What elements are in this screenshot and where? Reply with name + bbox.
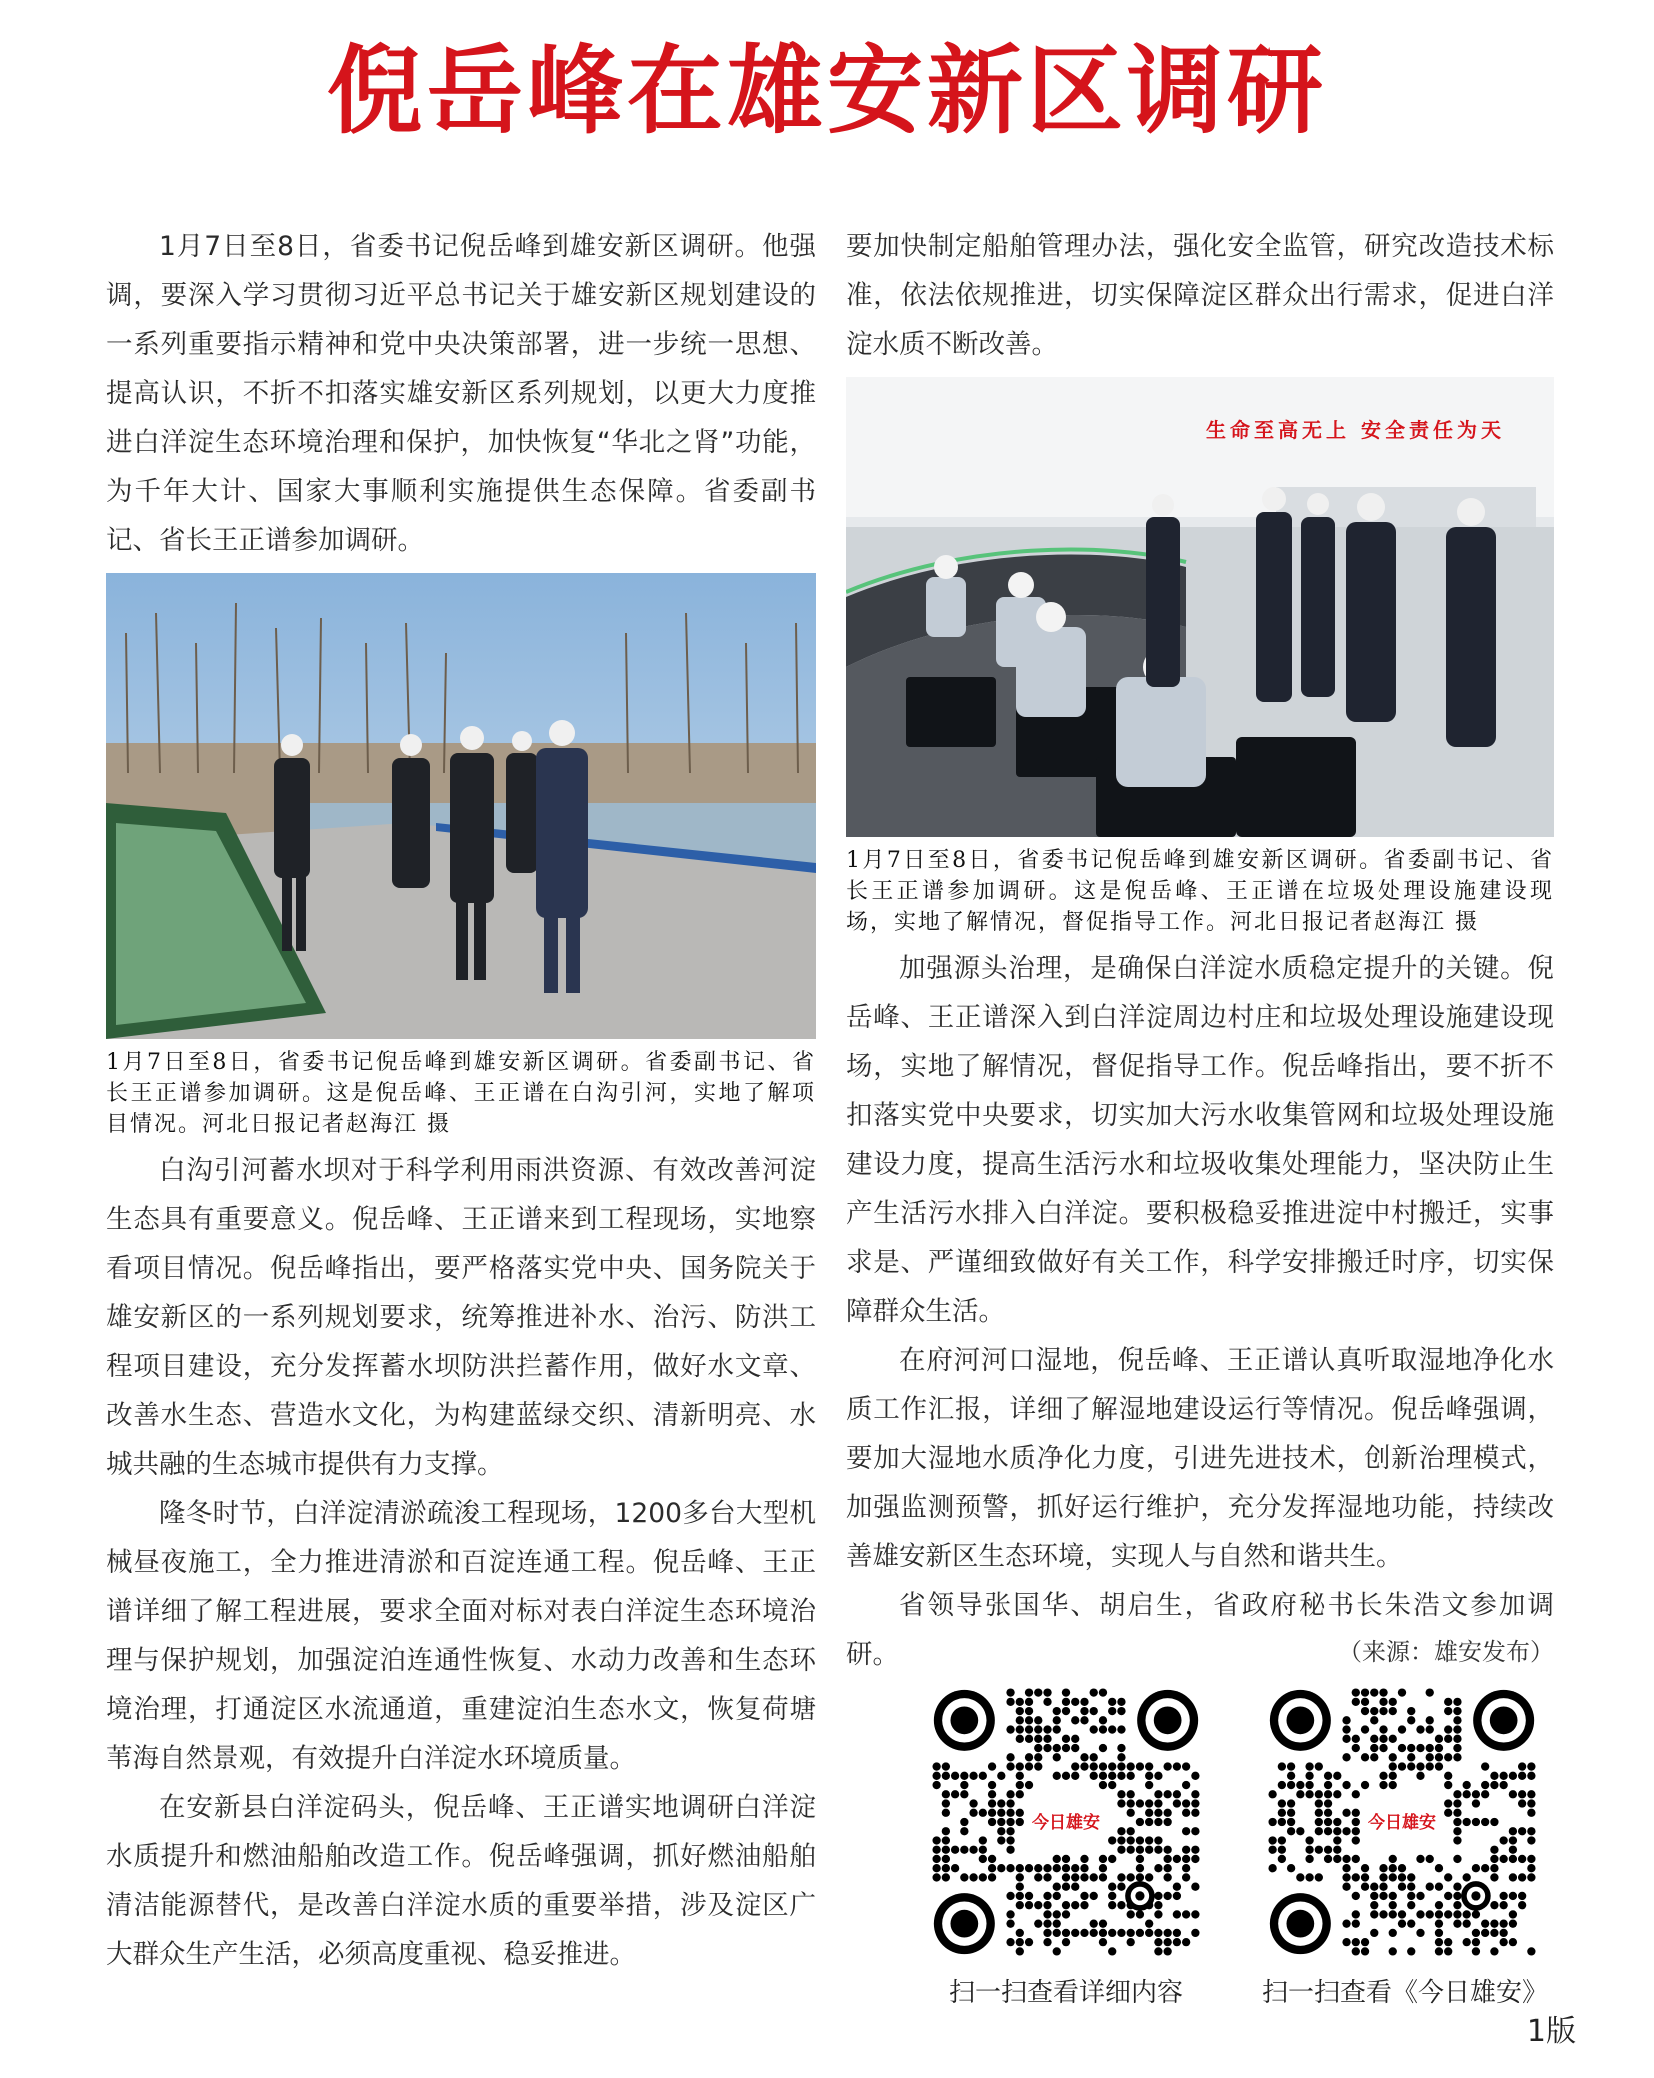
page-number: 1版 [1526, 2014, 1576, 2049]
paragraph-wharf-continued: 要加快制定船舶管理办法，强化安全监管，研究改造技术标准，依法依规推进，切实保障淀区群众出行需求，促进白洋淀水质不断改善。 [846, 231, 1554, 360]
photo-baigou-river-image [106, 573, 816, 1039]
photo-waste-caption: 1月7日至8日，省委书记倪岳峰到雄安新区调研。省委副书记、省长王正谱参加调研。这是倪岳峰、王正谱在垃圾处理设施建设现场，实地了解情况，督促指导工作。河北日报记者赵海江 摄 [846, 848, 1554, 935]
paragraph-wharf: 在安新县白洋淀码头，倪岳峰、王正谱实地调研白洋淀水质提升和燃油船舶改造工作。倪岳峰强调，抓好燃油船舶清洁能源替代，是改善白洋淀水质的重要举措，涉及淀区广大群众生产生活，必须高度重视、稳妥推进。 [106, 1792, 816, 1970]
left-column [106, 222, 816, 1979]
right-column [846, 222, 1554, 1679]
paragraph-source-control: 加强源头治理，是确保白洋淀水质稳定提升的关键。倪岳峰、王正谱深入到白洋淀周边村庄和垃圾处理设施建设现场，实地了解情况，督促指导工作。倪岳峰指出，要不折不扣落实党中央要求，切实加大污水收集管网和垃圾处理设施建设力度，提高生活污水和垃圾收集处理能力，坚决防止生产生活污水排入白洋淀。要积极稳妥推进淀中村搬迁，实事求是、严谨细致做好有关工作，科学安排搬迁时序，切实保障群众生活。 [846, 953, 1554, 1327]
paragraph-wetland: 在府河河口湿地，倪岳峰、王正谱认真听取湿地净化水质工作汇报，详细了解湿地建设运行等情况。倪岳峰强调，要加大湿地水质净化力度，引进先进技术，创新治理模式，加强监测预警，抓好运行维护，充分发挥湿地功能，持续改善雄安新区生态环境，实现人与自然和谐共生。 [846, 1345, 1554, 1572]
paragraph-dredging: 隆冬时节，白洋淀清淤疏浚工程现场，1200多台大型机械昼夜施工，全力推进清淤和百淀连通工程。倪岳峰、王正谱详细了解工程进展，要求全面对标对表白洋淀生态环境治理与保护规划，加强淀泊连通性恢复、水动力改善和生态环境治理，打通淀区水流通道，重建淀泊生态水文，恢复荷塘苇海自然景观，有效提升白洋淀水环境质量。 [106, 1498, 816, 1774]
paragraph-attendees: 省领导张国华、胡启生，省政府秘书长朱浩文参加调研。 [846, 1590, 1554, 1670]
qr-center-logo: 今日雄安 [1032, 1813, 1100, 1833]
qr-code-details[interactable] [926, 1688, 1206, 2009]
paragraph-intro: 1月7日至8日，省委书记倪岳峰到雄安新区调研。他强调，要深入学习贯彻习近平总书记关于雄安新区规划建设的一系列重要指示精神和党中央决策部署，进一步统一思想、提高认识，不折不扣落实雄安新区系列规划，以更大力度推进白洋淀生态环境治理和保护，加快恢复“华北之肾”功能，为千年大计、国家大事顺利实施提供生态保障。省委副书记、省长王正谱参加调研。 [106, 231, 816, 556]
qr-code-details-image [932, 1688, 1200, 1956]
paragraph-baigou: 白沟引河蓄水坝对于科学利用雨洪资源、有效改善河淀生态具有重要意义。倪岳峰、王正谱来到工程现场，实地察看项目情况。倪岳峰指出，要严格落实党中央、国务院关于雄安新区的一系列规划要求，统筹推进补水、治污、防洪工程项目建设，充分发挥蓄水坝防洪拦蓄作用，做好水文章、改善水生态、营造水文化，为构建蓝绿交织、清新明亮、水城共融的生态城市提供有力支撑。 [106, 1155, 816, 1480]
photo-waste-facility-image [846, 377, 1554, 837]
photo-baigou-river [106, 573, 816, 1039]
qr-code-today-xiongan[interactable] [1262, 1688, 1549, 2009]
source-credit: （来源：雄安发布） [1338, 1638, 1554, 1666]
qr-center-logo: 今日雄安 [1368, 1813, 1436, 1833]
qr-code-details-label: 扫一扫查看详细内容 [948, 1978, 1183, 2008]
safety-banner: 生命至高无上 安全责任为天 [1206, 418, 1505, 442]
photo-baigou-caption: 1月7日至8日，省委书记倪岳峰到雄安新区调研。省委副书记、省长王正谱参加调研。这是倪岳峰、王正谱在白沟引河，实地了解项目情况。河北日报记者赵海江 摄 [106, 1050, 816, 1137]
headline: 倪岳峰在雄安新区调研 [327, 34, 1327, 147]
photo-waste-facility [846, 377, 1554, 837]
qr-code-today-xiongan-label: 扫一扫查看《今日雄安》 [1262, 1978, 1549, 2008]
qr-code-today-xiongan-image [1268, 1688, 1536, 1956]
